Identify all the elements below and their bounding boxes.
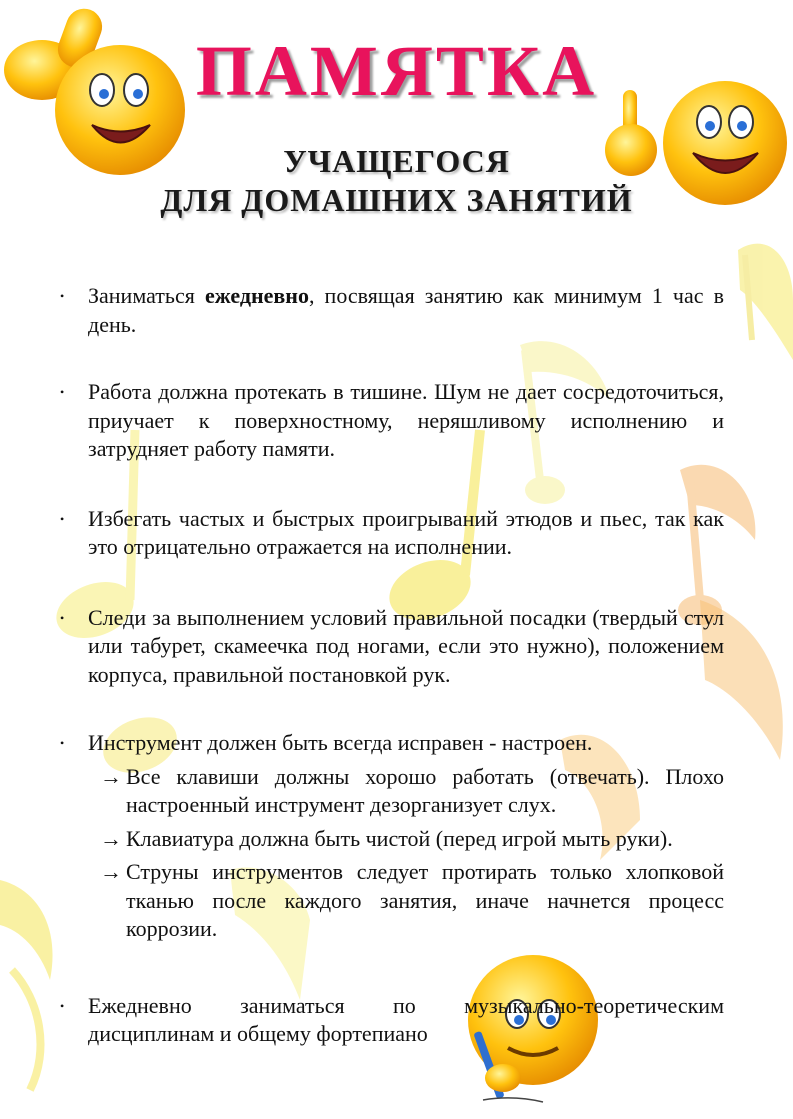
item-text: Заниматься	[88, 283, 205, 308]
list-item	[60, 992, 724, 1049]
sub-list-item	[60, 858, 724, 944]
sub-item-text: Струны инструментов следует протирать только хлопковой тканью после каждого занятия, иначе начнется процесс коррозии.	[126, 859, 724, 941]
sub-item-text: Все клавиши должны хорошо работать (отвечать). Плохо настроенный инструмент дезорганизует слух.	[126, 763, 724, 817]
list-item	[60, 604, 724, 690]
sub-list-item	[60, 763, 724, 820]
page-title: ПАМЯТКА	[195, 31, 598, 111]
list-item	[60, 378, 724, 464]
arrow-right-icon: →	[100, 825, 122, 851]
item-text: , посвящая занятию как минимум 1 час в день.	[88, 283, 724, 337]
bullet-icon: •	[60, 998, 65, 1013]
item-emphasis: ежедневно	[204, 283, 309, 308]
music-note-icon	[0, 880, 53, 1090]
list-item	[60, 505, 724, 562]
bullet-icon: •	[60, 511, 65, 526]
music-note-icon	[738, 244, 793, 360]
item-text: Избегать частых и быстрых проигрываний этюдов и пьес, так как это отрицательно отражается на исполнении.	[88, 505, 724, 559]
arrow-right-icon: →	[100, 763, 122, 789]
arrow-right-icon: →	[100, 859, 122, 884]
memo-list	[60, 282, 724, 1049]
sub-item-text: Клавиатура должна быть чистой (перед игрой мыть руки).	[126, 825, 673, 851]
subtitle-line-2: ДЛЯ ДОМАШНИХ ЗАНЯТИЙ	[160, 182, 633, 218]
bullet-icon: •	[60, 610, 65, 625]
item-text: Ежедневно заниматься по музыкально-теоретическим дисциплинам и общему фортепиано	[88, 992, 724, 1046]
bullet-icon: •	[60, 289, 65, 303]
item-text: Работа должна протекать в тишине. Шум не дает сосредоточиться, приучает к поверхностному, неряшливому исполнению и затрудняет работу памяти.	[88, 379, 724, 461]
list-item	[60, 729, 724, 758]
item-text: Инструмент должен быть всегда исправен - настроен.	[88, 730, 593, 755]
subtitle-line-1: УЧАЩЕГОСЯ	[283, 143, 510, 179]
list-item	[60, 282, 724, 339]
item-text: Следи за выполнением условий правильной посадки (твердый стул или табурет, скамеечка под ногами, если это нужно), положением корпуса, правильной постановкой рук.	[88, 604, 724, 687]
bullet-icon: •	[60, 736, 65, 750]
bullet-icon: •	[60, 385, 65, 399]
sub-list-item	[60, 825, 724, 854]
